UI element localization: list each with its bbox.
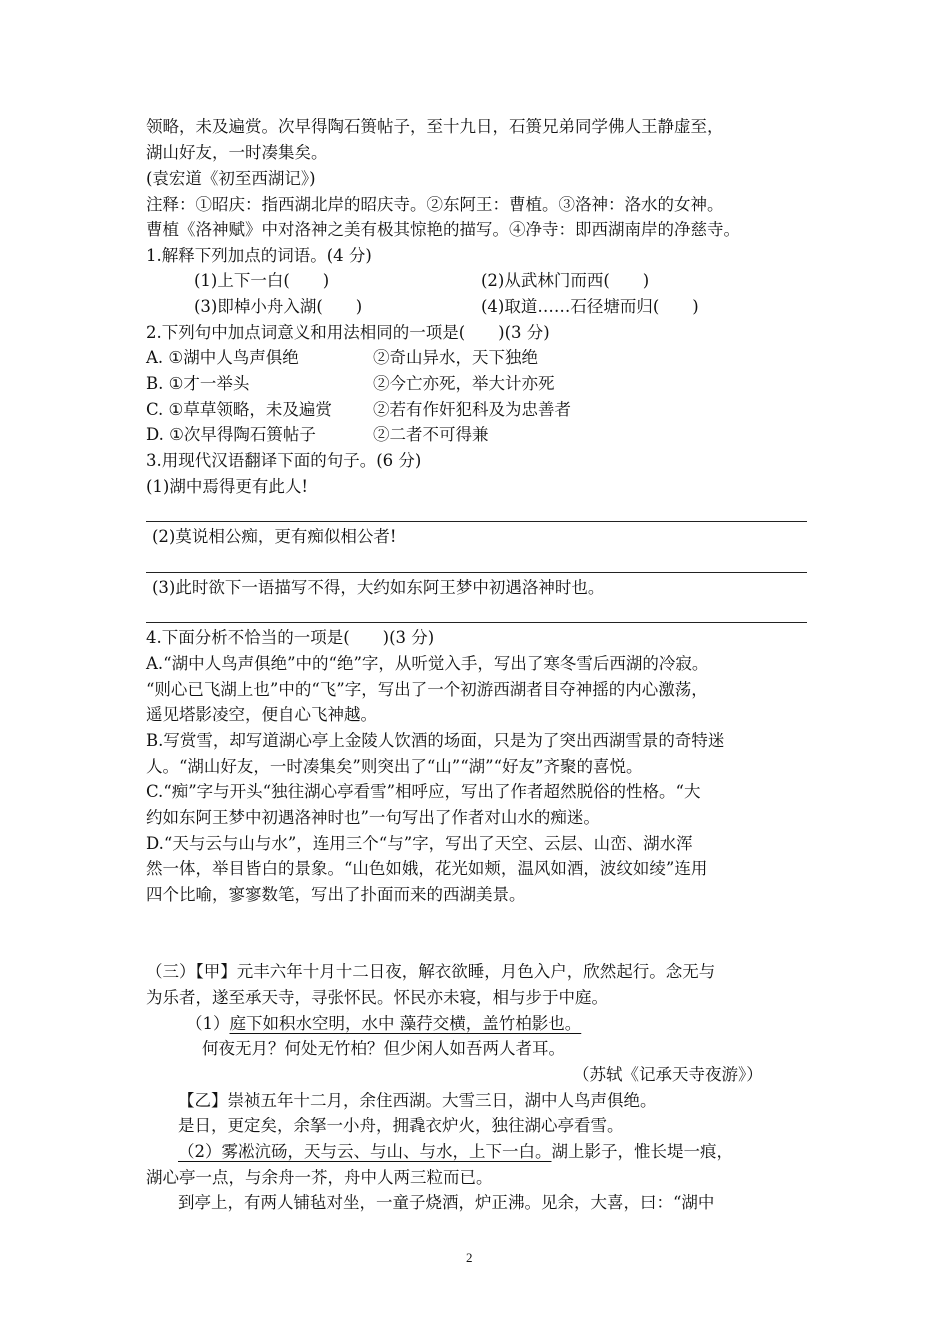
source-citation: (袁宏道《初至西湖记》) bbox=[146, 169, 316, 188]
translation-sentence-2: (2)莫说相公痴，更有痴似相公者! bbox=[152, 527, 397, 546]
analysis-d: D.“天与云与山与水”，连用三个“与”字，写出了天空、云层、山峦、湖水浑 bbox=[146, 834, 693, 853]
option-c-1: C. ①草草领略，未及遍赏 bbox=[146, 400, 332, 419]
translation-sentence-1: (1)湖中焉得更有此人! bbox=[146, 477, 309, 496]
annotation-line: 注释：①昭庆：指西湖北岸的昭庆寺。②东阿王：曹植。③洛神：洛水的女神。 bbox=[146, 195, 724, 214]
passage-line: 到亭上，有两人铺毡对坐，一童子烧酒，炉正沸。见余，大喜，曰：“湖中 bbox=[178, 1193, 715, 1212]
analysis-a: A.“湖中人鸟声俱绝”中的“绝”字，从听觉入手，写出了寒冬雪后西湖的冷寂。 bbox=[146, 654, 709, 673]
question-1-item: (2)从武林门而西( ) bbox=[481, 271, 650, 290]
option-d-1: D. ①次早得陶石篑帖子 bbox=[146, 425, 316, 444]
question-4-title: 4.下面分析不恰当的一项是( )(3 分) bbox=[146, 628, 435, 647]
question-1-item: (3)即棹小舟入湖( ) bbox=[194, 297, 363, 316]
passage-line: 【乙】崇祯五年十二月，余住西湖。大雪三日，湖中人鸟声俱绝。 bbox=[178, 1091, 657, 1110]
option-a-2: ②奇山异水，天下独绝 bbox=[373, 348, 538, 367]
analysis-b: B.写赏雪，却写道湖心亭上金陵人饮酒的场面，只是为了突出西湖雪景的奇特迷 bbox=[146, 731, 725, 750]
analysis-a: 遥见塔影凌空，便自心飞神越。 bbox=[146, 705, 377, 724]
source-citation: （苏轼《记承天寺夜游》） bbox=[573, 1065, 763, 1084]
underlined-sentence: 庭下如积水空明，水中 藻荇交横，盖竹柏影也。 bbox=[229, 1014, 582, 1033]
answer-line bbox=[146, 521, 807, 522]
passage-line: （三）【甲】元丰六年十月十二日夜，解衣欲睡，月色入户，欣然起行。念无与 bbox=[146, 962, 716, 981]
passage-line bbox=[186, 1014, 581, 1034]
question-1-item: (1)上下一白( ) bbox=[194, 271, 330, 290]
passage-line: 湖心亭一点，与余舟一芥，舟中人两三粒而已。 bbox=[146, 1168, 493, 1187]
passage-text: 湖上影子，惟长堤一痕， bbox=[551, 1142, 733, 1161]
question-3-title: 3.用现代汉语翻译下面的句子。(6 分) bbox=[146, 451, 422, 470]
question-1-item: (4)取道……石径塘而归( ) bbox=[481, 297, 699, 316]
text-line: 领略，未及遍赏。次早得陶石篑帖子，至十九日，石篑兄弟同学佛人王静虚至， bbox=[146, 117, 724, 136]
answer-line bbox=[146, 622, 807, 623]
option-a-1: A. ①湖中人鸟声俱绝 bbox=[146, 348, 299, 367]
analysis-c: C.“痴”字与开头“独往湖心亭看雪”相呼应，写出了作者超然脱俗的性格。“大 bbox=[146, 782, 701, 801]
sentence-number: （1） bbox=[186, 1014, 230, 1033]
option-c-2: ②若有作奸犯科及为忠善者 bbox=[373, 400, 571, 419]
analysis-b: 人。“湖山好友，一时凑集矣”则突出了“山”“湖”“好友”齐聚的喜悦。 bbox=[146, 757, 643, 776]
option-d-2: ②二者不可得兼 bbox=[373, 425, 489, 444]
analysis-c: 约如东阿王梦中初遇洛神时也”一句写出了作者对山水的痴迷。 bbox=[146, 808, 600, 827]
page-number: 2 bbox=[466, 1250, 473, 1265]
analysis-d: 然一体，举目皆白的景象。“山色如娥，花光如颊，温风如酒，波纹如绫”连用 bbox=[146, 859, 708, 878]
text-line: 湖山好友，一时凑集矣。 bbox=[146, 143, 328, 162]
passage-line: 何夜无月？何处无竹柏？但少闲人如吾两人者耳。 bbox=[202, 1039, 565, 1058]
passage-line: 是日，更定矣，余拏一小舟，拥毳衣炉火，独往湖心亭看雪。 bbox=[178, 1116, 624, 1135]
translation-sentence-3: (3)此时欲下一语描写不得，大约如东阿王梦中初遇洛神时也。 bbox=[152, 578, 605, 597]
question-1-title: 1.解释下列加点的词语。(4 分) bbox=[146, 246, 372, 265]
passage-line bbox=[178, 1142, 733, 1162]
analysis-d: 四个比喻，寥寥数笔，写出了扑面而来的西湖美景。 bbox=[146, 885, 526, 904]
underlined-sentence: （2）雾凇沆砀，天与云、与山、与水，上下一白。 bbox=[178, 1142, 552, 1161]
answer-line bbox=[146, 572, 807, 573]
question-2-title: 2.下列句中加点词意义和用法相同的一项是( )(3 分) bbox=[146, 323, 550, 342]
option-b-1: B. ①才一举头 bbox=[146, 374, 250, 393]
annotation-line: 曹植《洛神赋》中对洛神之美有极其惊艳的描写。④净寺：即西湖南岸的净慈寺。 bbox=[146, 220, 740, 239]
passage-line: 为乐者，遂至承天寺，寻张怀民。怀民亦未寝，相与步于中庭。 bbox=[146, 988, 608, 1007]
option-b-2: ②今亡亦死，举大计亦死 bbox=[373, 374, 555, 393]
analysis-a: “则心已飞湖上也”中的“飞”字，写出了一个初游西湖者目夺神摇的内心激荡， bbox=[146, 680, 708, 699]
